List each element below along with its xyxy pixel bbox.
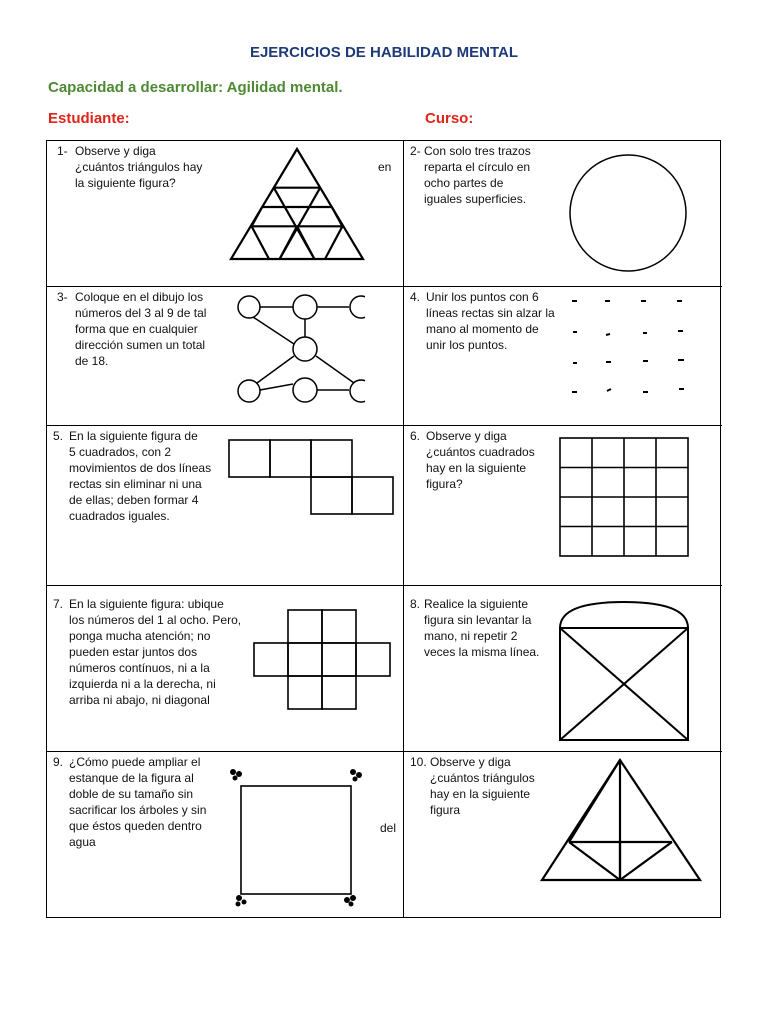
exercise-cell-1 bbox=[47, 141, 404, 287]
exercise-text-4: Unir los puntos con 6 líneas rectas sin alzar la mano al momento de unir los puntos. bbox=[426, 290, 555, 352]
exercise-text-9: ¿Cómo puede ampliar el estanque de la figura al doble de su tamaño sin sacrificar los árboles y sin que éstos queden dentro agua bbox=[69, 755, 207, 849]
exercise-text-3: Coloque en el dibujo los números del 3 al 9 de tal forma que en cualquier dirección sumen un total de 18. bbox=[75, 290, 207, 368]
exercise-text-2: Con solo tres trazos reparta el círculo en ocho partes de iguales superficies. bbox=[424, 144, 531, 206]
exercise-text-9-extra: del bbox=[380, 821, 397, 835]
exercise-number-10: 10. bbox=[410, 755, 427, 769]
five-squares-figure bbox=[227, 438, 402, 520]
exercise-cell-5 bbox=[47, 426, 404, 586]
exercise-cell-10 bbox=[404, 752, 722, 917]
exercise-cell-6 bbox=[404, 426, 722, 586]
exercise-table bbox=[46, 140, 721, 918]
capacity-line: Capacidad a desarrollar: Agilidad mental. bbox=[48, 79, 343, 96]
exercise-text-8: Realice la siguiente figura sin levantar la mano, ni repetir 2 veces la misma línea. bbox=[424, 597, 540, 659]
envelope-figure bbox=[554, 596, 694, 746]
exercise-number-6: 6. bbox=[410, 429, 421, 443]
exercise-number-5: 5. bbox=[53, 429, 64, 443]
triangle-figure-1 bbox=[225, 145, 365, 265]
exercise-number-8: 8. bbox=[410, 597, 421, 611]
exercise-text-1: Observe y diga ¿cuántos triángulos hay la siguiente figura? bbox=[75, 144, 203, 190]
dots-figure bbox=[564, 293, 694, 403]
exercise-number-4: 4. bbox=[410, 290, 421, 304]
worksheet-title: EJERCICIOS DE HABILIDAD MENTAL bbox=[249, 44, 519, 61]
exercise-text-6: Observe y diga ¿cuántos cuadrados hay en la siguiente figura? bbox=[426, 429, 535, 491]
exercise-text-5: En la siguiente figura de 5 cuadrados, con 2 movimientos de dos líneas rectas sin eliminar ni una de ellas; deben formar 4 cuadrados iguales. bbox=[69, 429, 212, 523]
exercise-text-10: Observe y diga ¿cuántos triángulos hay en la siguiente figura bbox=[430, 755, 535, 817]
course-label: Curso: bbox=[425, 110, 474, 127]
tree-icons bbox=[230, 769, 362, 907]
grid-squares-figure bbox=[558, 436, 692, 560]
circles-network-figure bbox=[225, 291, 365, 421]
pond-figure bbox=[225, 764, 367, 912]
exercise-text-7: En la siguiente figura: ubique los números del 1 al ocho. Pero, ponga mucha atención; no pueden estar juntos dos números contínuos, ni a la izquierda ni a la derecha, ni arriba ni abajo, ni diagonal bbox=[69, 597, 242, 707]
exercise-number-3: 3- bbox=[57, 290, 68, 304]
student-label: Estudiante: bbox=[48, 110, 130, 127]
exercise-cell-3 bbox=[47, 287, 404, 426]
exercise-cell-8 bbox=[404, 586, 722, 752]
exercise-cell-7 bbox=[47, 586, 404, 752]
exercise-cell-2 bbox=[404, 141, 722, 287]
exercise-number-2: 2- bbox=[410, 144, 421, 158]
exercise-number-7: 7. bbox=[53, 597, 64, 611]
exercise-cell-4 bbox=[404, 287, 722, 426]
exercise-cell-9 bbox=[47, 752, 404, 917]
exercise-text-1-extra: en bbox=[378, 160, 392, 174]
circle-figure bbox=[566, 151, 690, 275]
exercise-number-1: 1- bbox=[57, 144, 68, 158]
triangle-figure-10 bbox=[534, 756, 704, 886]
exercise-number-9: 9. bbox=[53, 755, 64, 769]
cross-squares-figure bbox=[251, 608, 391, 718]
